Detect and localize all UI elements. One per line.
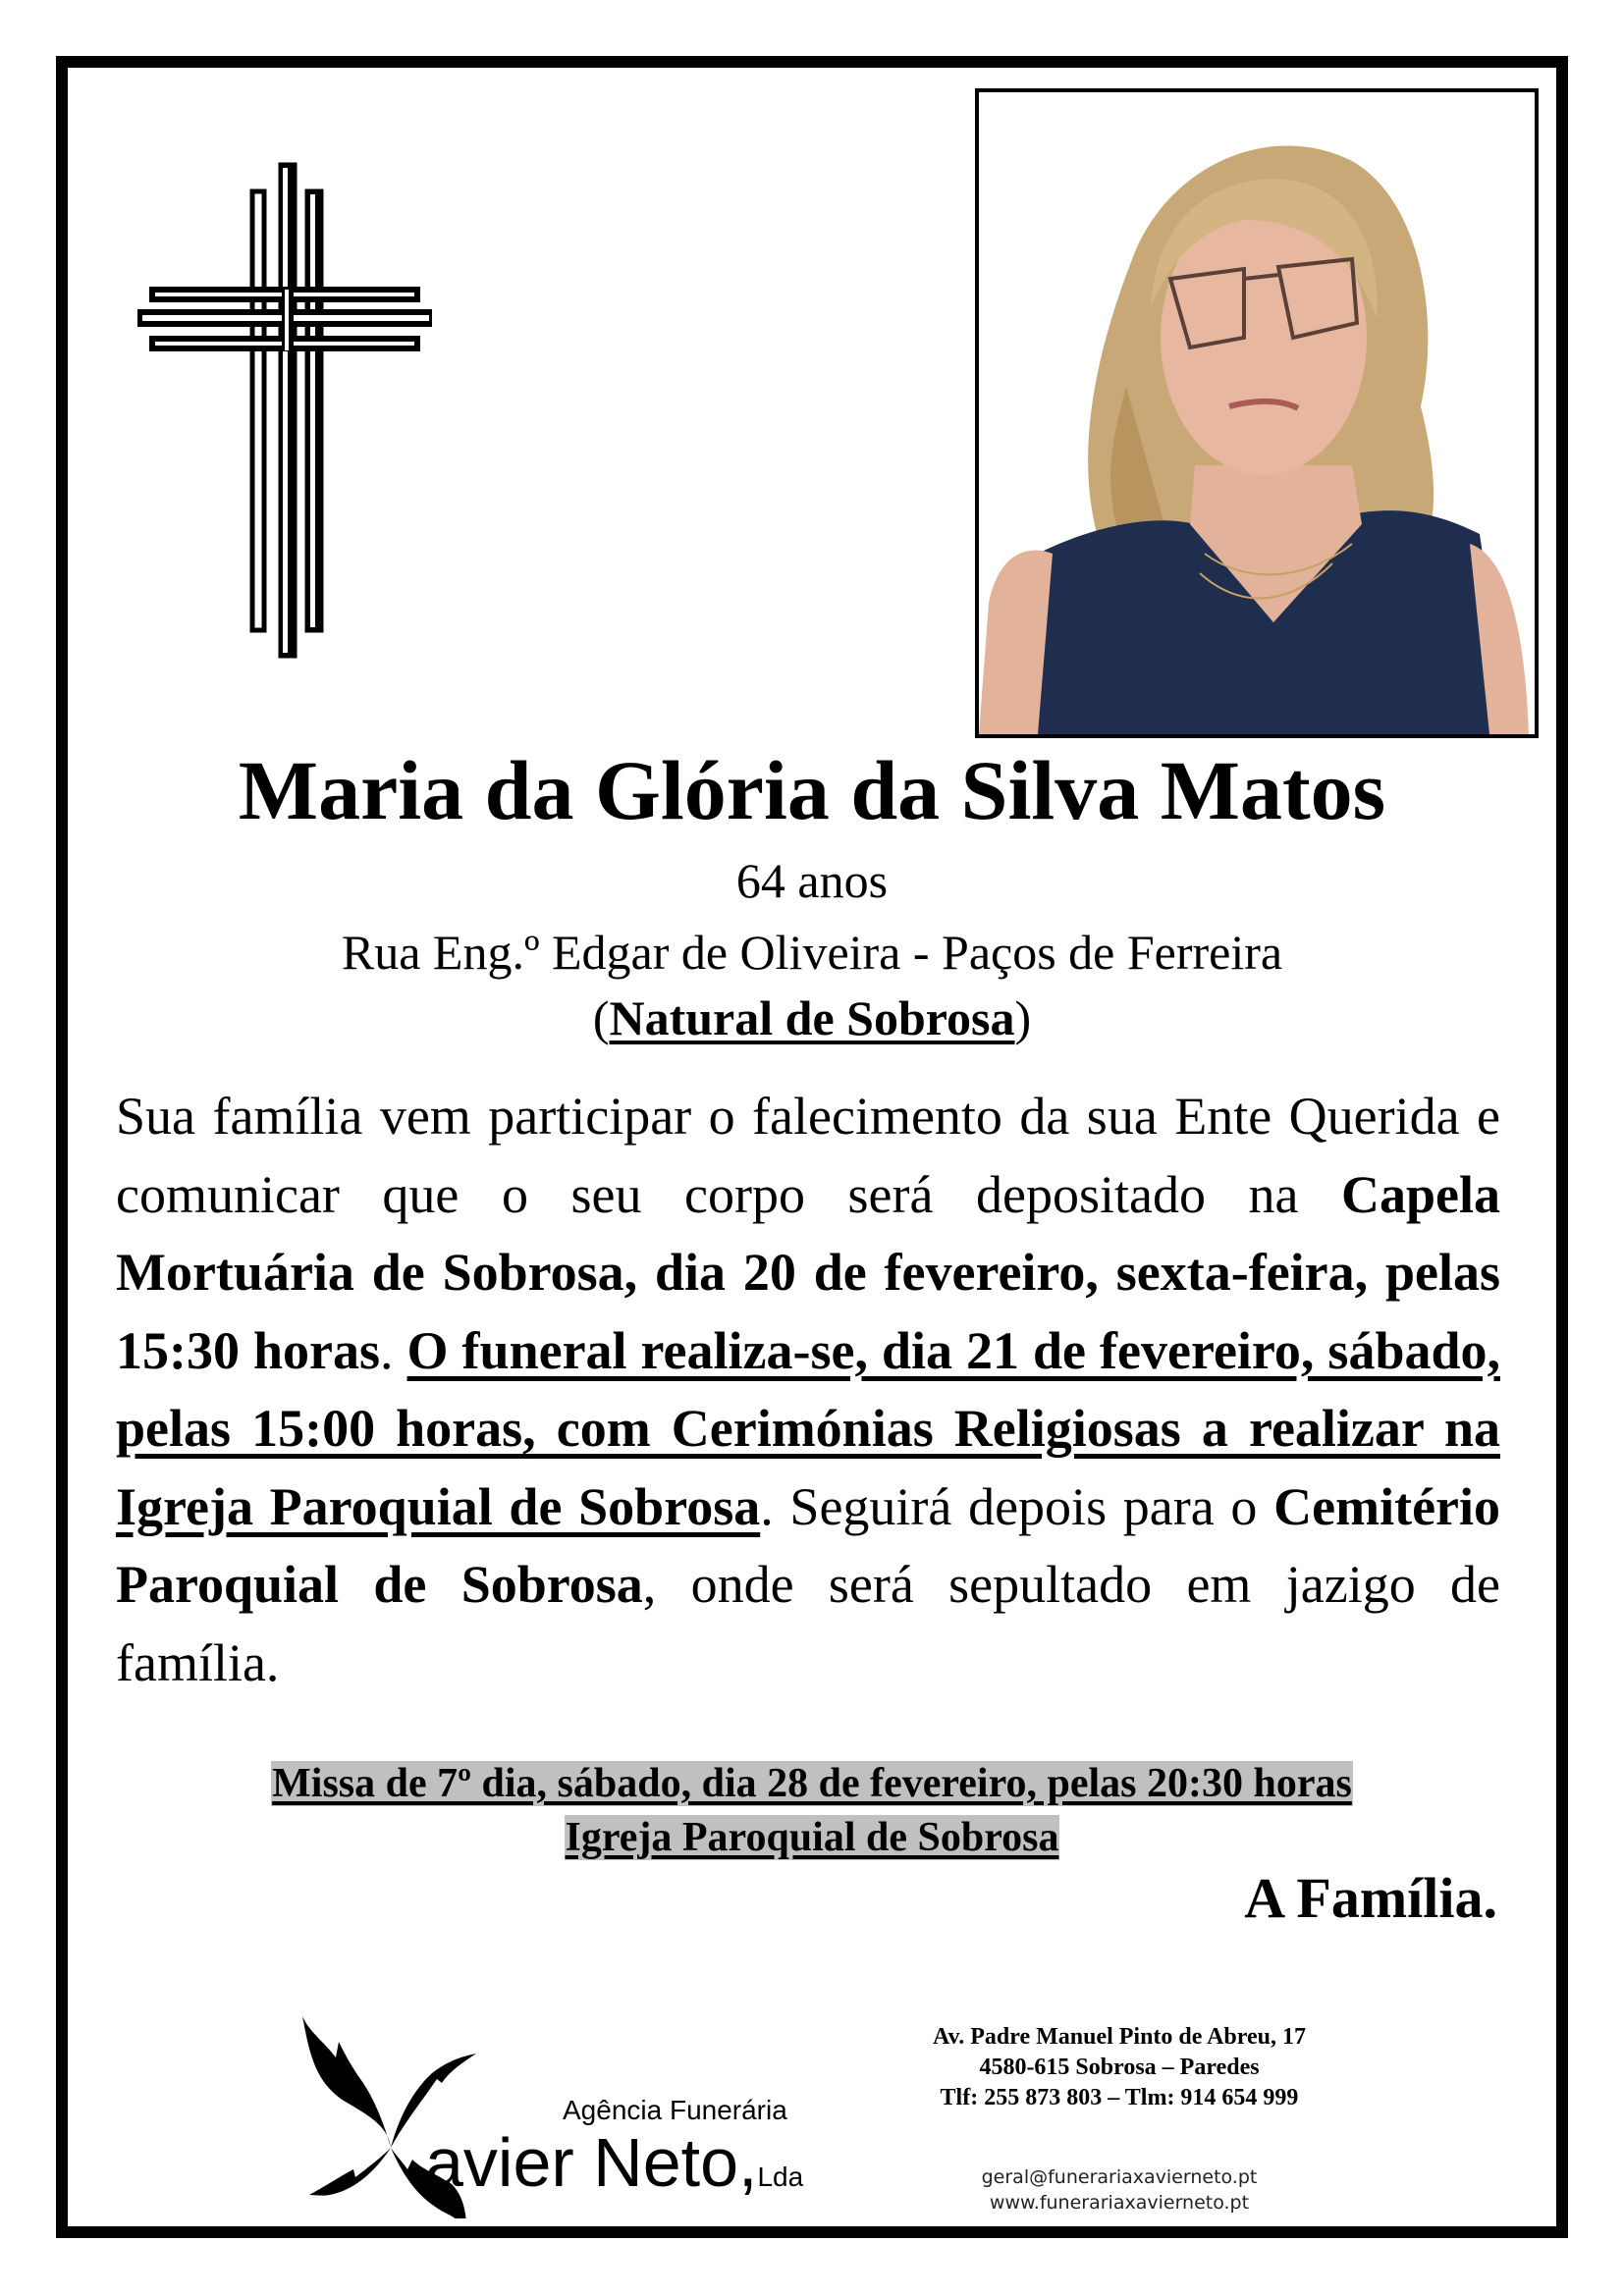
- announcement-text: [116, 1078, 1500, 1702]
- mass-notice: [56, 1757, 1568, 1865]
- cross-icon: [137, 159, 432, 669]
- funeral-details: O funeral realiza-se, dia 21 de fevereiro, sábado, pelas 15:00 horas, com Cerimónias Religiosas a realizar na Igreja Paroquial de Sobrosa: [116, 1320, 1501, 1536]
- mass-line-2: Igreja Paroquial de Sobrosa: [565, 1815, 1059, 1860]
- origin-text: Natural de Sobrosa: [609, 990, 1015, 1045]
- announcement-sep: .: [380, 1320, 407, 1380]
- deceased-origin: [56, 990, 1568, 1045]
- announcement-intro: Sua família vem participar o falecimento da sua Ente Querida e comunicar que o seu corpo será depositado na: [116, 1087, 1500, 1224]
- agency-name: [425, 2124, 804, 2201]
- portrait-image: [979, 92, 1535, 734]
- chapel-details: Capela Mortuária de Sobrosa, dia 20 de fevereiro, sexta-feira, pelas 15:30 horas: [116, 1164, 1500, 1380]
- announcement-end: , onde será sepultado em jazigo de família.: [116, 1555, 1500, 1692]
- mass-line-1: Missa de 7º dia, sábado, dia 28 de fevereiro, pelas 20:30 horas: [272, 1761, 1352, 1806]
- agency-phones: Tlf: 255 873 803 – Tlm: 914 654 999: [940, 2085, 1299, 2110]
- agency-address-line-1: Av. Padre Manuel Pinto de Abreu, 17: [932, 2024, 1306, 2050]
- deceased-age: 64 anos: [735, 853, 889, 908]
- agency-suffix: Lda: [757, 2162, 804, 2192]
- cemetery-name: Cemitério Paroquial de Sobrosa: [116, 1476, 1501, 1614]
- agency-web: [864, 2164, 1375, 2216]
- announcement-continue: . Seguirá depois para o: [760, 1476, 1274, 1536]
- agency-address-line-2: 4580-615 Sobrosa – Paredes: [979, 2055, 1260, 2080]
- agency-subtitle: Agência Funerária: [563, 2095, 787, 2125]
- agency-contact: [864, 2022, 1375, 2113]
- signature: A Família.: [1244, 1866, 1497, 1930]
- agency-website[interactable]: www.funerariaxavierneto.pt: [989, 2192, 1250, 2214]
- agency-email[interactable]: geral@funerariaxavierneto.pt: [981, 2166, 1258, 2188]
- deceased-address: Rua Eng.º Edgar de Oliveira - Paços de Ferreira: [341, 925, 1283, 980]
- origin-open-paren: (: [592, 990, 610, 1045]
- deceased-photo: [975, 88, 1539, 738]
- deceased-name: Maria da Glória da Silva Matos: [238, 743, 1386, 837]
- agency-name-text: avier Neto,: [425, 2124, 758, 2201]
- origin-close-paren: ): [1014, 990, 1032, 1045]
